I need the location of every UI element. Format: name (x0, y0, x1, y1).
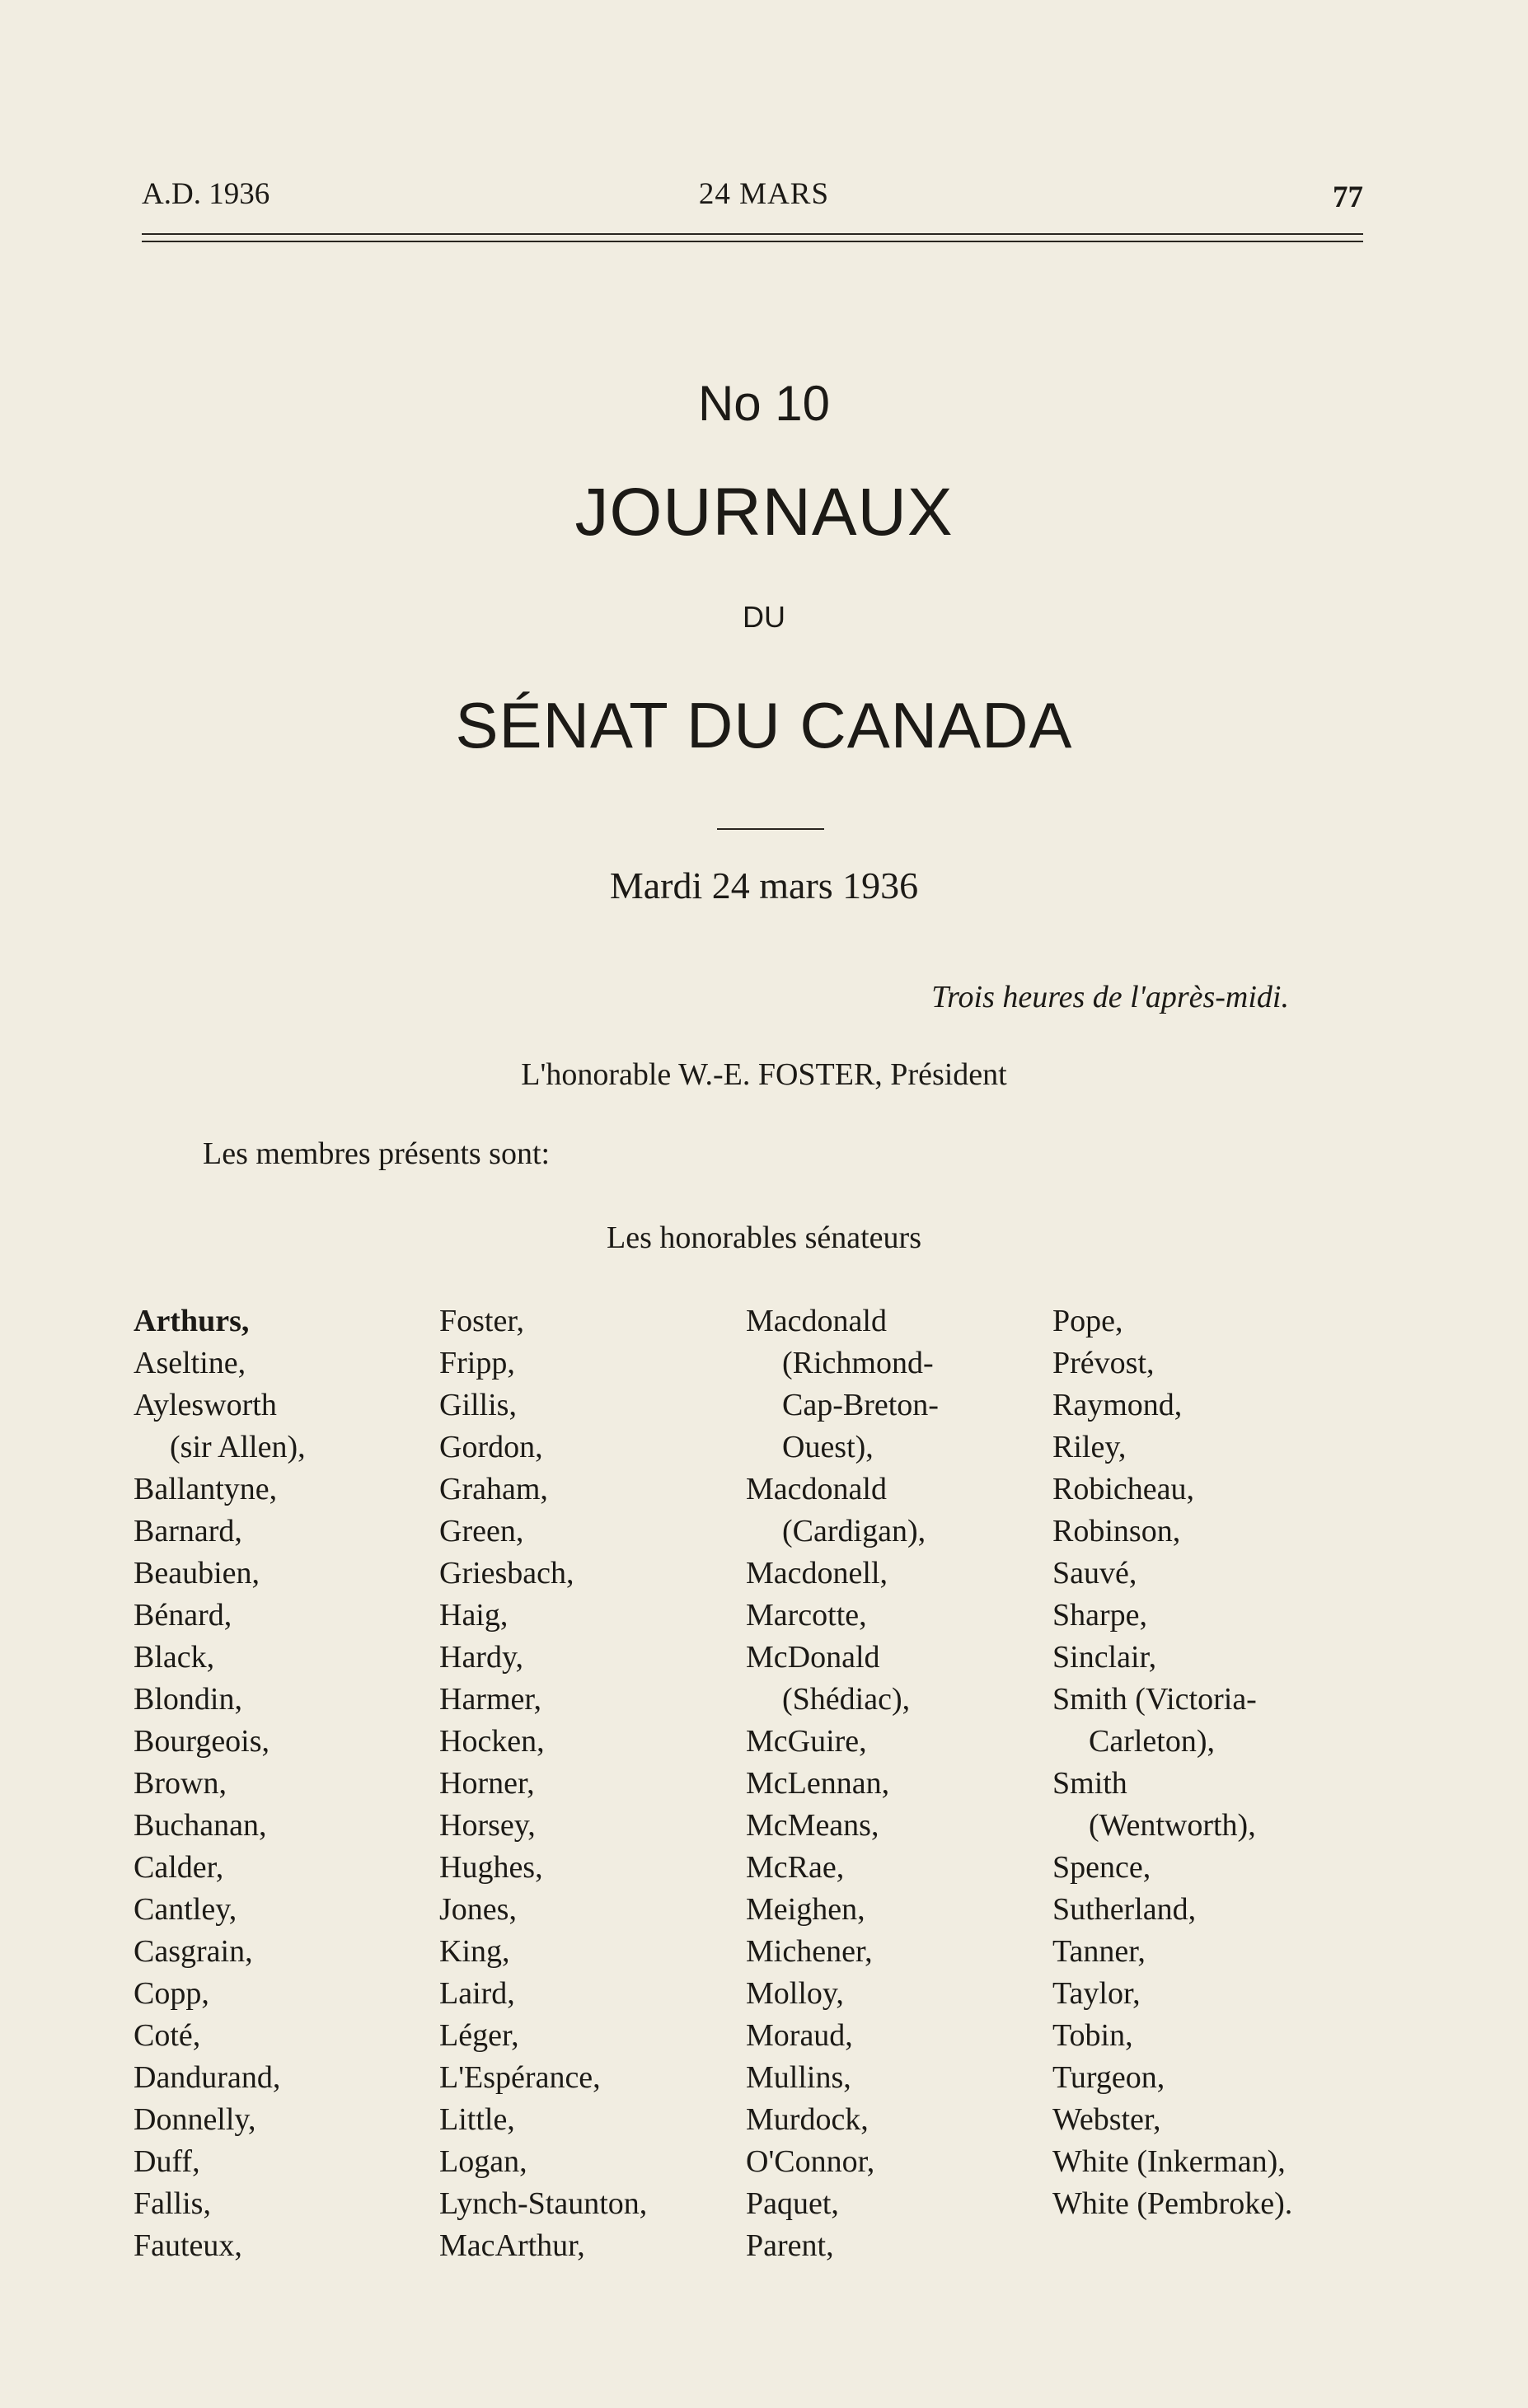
senator-name: Copp, (134, 1976, 209, 2011)
senator-name: Griesbach, (439, 1556, 574, 1590)
senator-name: Ballantyne, (134, 1472, 278, 1506)
senator-name: White (Pembroke). (1052, 2186, 1293, 2221)
senator-name: Foster, (439, 1304, 524, 1338)
header-year: A.D. 1936 (142, 177, 270, 211)
senator-name: (Wentworth), (1089, 1808, 1256, 1843)
senator-name: Pope, (1052, 1304, 1123, 1338)
senator-name: McGuire, (746, 1724, 867, 1759)
senator-name: Webster, (1052, 2102, 1161, 2137)
senator-name: Little, (439, 2102, 515, 2137)
senator-name: Turgeon, (1052, 2060, 1165, 2095)
senator-name: Calder, (134, 1850, 224, 1885)
senator-name: Laird, (439, 1976, 515, 2011)
senator-name: Tobin, (1052, 2018, 1133, 2053)
senator-name: Beaubien, (134, 1556, 260, 1590)
senator-name: Horsey, (439, 1808, 536, 1843)
president-line: L'honorable W.-E. FOSTER, Président (521, 1057, 1007, 1092)
senator-name: Casgrain, (134, 1934, 253, 1969)
senator-name: Harmer, (439, 1682, 542, 1717)
header-date: 24 MARS (698, 177, 830, 211)
senator-name: L'Espérance, (439, 2060, 601, 2095)
senator-name: Blondin, (134, 1682, 242, 1717)
senator-name: Raymond, (1052, 1388, 1183, 1422)
senate-title: SÉNAT DU CANADA (455, 689, 1073, 761)
senators-column-3 (746, 1300, 939, 2267)
senator-name: Bénard, (134, 1598, 232, 1633)
senator-name: Donnelly, (134, 2102, 256, 2137)
senator-name: Sutherland, (1052, 1892, 1197, 1927)
senator-name: Macdonell, (746, 1556, 888, 1590)
senator-name: Aseltine, (134, 1346, 246, 1380)
senator-name: (Cardigan), (782, 1514, 926, 1548)
session-time: Trois heures de l'après-midi. (931, 980, 1289, 1014)
page-number: 77 (1333, 180, 1363, 214)
senator-name: Hocken, (439, 1724, 545, 1759)
senator-name: Riley, (1052, 1430, 1127, 1464)
senator-name: MacArthur, (439, 2228, 585, 2263)
senator-name: Meighen, (746, 1892, 865, 1927)
senator-name: Cap-Breton- (782, 1388, 939, 1422)
senator-name: Logan, (439, 2144, 527, 2179)
senator-name: Buchanan, (134, 1808, 267, 1843)
senator-name: Fallis, (134, 2186, 211, 2221)
senator-name: Tanner, (1052, 1934, 1146, 1969)
senator-name: Hughes, (439, 1850, 543, 1885)
senator-name: Spence, (1052, 1850, 1151, 1885)
senator-name: Robinson, (1052, 1514, 1181, 1548)
senator-name: Macdonald (746, 1304, 887, 1338)
senator-name: Sauvé, (1052, 1556, 1137, 1590)
senator-name: McMeans, (746, 1808, 879, 1843)
senator-name: Duff, (134, 2144, 200, 2179)
senator-name: Ouest), (782, 1430, 874, 1464)
senators-heading: Les honorables sénateurs (607, 1220, 921, 1255)
senators-column-2 (439, 1300, 647, 2267)
senator-name: Gordon, (439, 1430, 543, 1464)
header-rule-double (142, 241, 1363, 242)
senator-name: Parent, (746, 2228, 834, 2263)
senator-name: Lynch-Staunton, (439, 2186, 648, 2221)
senator-name: Taylor, (1052, 1976, 1141, 2011)
senator-name: Robicheau, (1052, 1472, 1195, 1506)
senators-column-1 (134, 1300, 306, 2267)
senator-name: Fripp, (439, 1346, 515, 1380)
journal-du: DU (743, 600, 785, 634)
senator-name: Arthurs, (134, 1304, 250, 1338)
senator-name: McRae, (746, 1850, 845, 1885)
senator-name: Bourgeois, (134, 1724, 270, 1759)
senator-name: Cantley, (134, 1892, 237, 1927)
senator-name: Dandurand, (134, 2060, 281, 2095)
senator-name: Mullins, (746, 2060, 851, 2095)
senator-name: Black, (134, 1640, 215, 1675)
senator-name: King, (439, 1934, 510, 1969)
separator-rule (717, 828, 824, 830)
senator-name: O'Connor, (746, 2144, 875, 2179)
senator-name: (Richmond- (782, 1346, 934, 1380)
senator-name: Graham, (439, 1472, 548, 1506)
senator-name: (Shédiac), (782, 1682, 911, 1717)
senator-name: Prévost, (1052, 1346, 1155, 1380)
header-rule (142, 233, 1363, 235)
journal-title: JOURNAUX (574, 475, 954, 550)
senator-name: Barnard, (134, 1514, 242, 1548)
senator-name: Marcotte, (746, 1598, 867, 1633)
senator-name: Smith (1052, 1766, 1127, 1801)
senator-name: McLennan, (746, 1766, 890, 1801)
senator-name: McDonald (746, 1640, 880, 1675)
senator-name: Sinclair, (1052, 1640, 1157, 1675)
senator-name: Léger, (439, 2018, 519, 2053)
senator-name: Sharpe, (1052, 1598, 1148, 1633)
senator-name: White (Inkerman), (1052, 2144, 1286, 2179)
senator-name: Smith (Victoria- (1052, 1682, 1257, 1717)
senator-name: Carleton), (1089, 1724, 1216, 1759)
senator-name: Jones, (439, 1892, 517, 1927)
senator-name: (sir Allen), (170, 1430, 306, 1464)
senator-name: Moraud, (746, 2018, 853, 2053)
senator-name: Green, (439, 1514, 524, 1548)
senator-name: Molloy, (746, 1976, 844, 2011)
senator-name: Brown, (134, 1766, 227, 1801)
journal-number: No 10 (697, 376, 831, 431)
senator-name: Haig, (439, 1598, 509, 1633)
senator-name: Horner, (439, 1766, 535, 1801)
senator-name: Fauteux, (134, 2228, 242, 2263)
senator-name: Murdock, (746, 2102, 869, 2137)
members-present: Les membres présents sont: (203, 1136, 551, 1171)
senator-name: Coté, (134, 2018, 201, 2053)
senators-column-4 (1052, 1300, 1292, 2225)
senator-name: Aylesworth (134, 1388, 277, 1422)
senator-name: Hardy, (439, 1640, 523, 1675)
senator-name: Macdonald (746, 1472, 887, 1506)
session-date: Mardi 24 mars 1936 (609, 864, 919, 907)
senator-name: Paquet, (746, 2186, 839, 2221)
senator-name: Michener, (746, 1934, 873, 1969)
senator-name: Gillis, (439, 1388, 517, 1422)
